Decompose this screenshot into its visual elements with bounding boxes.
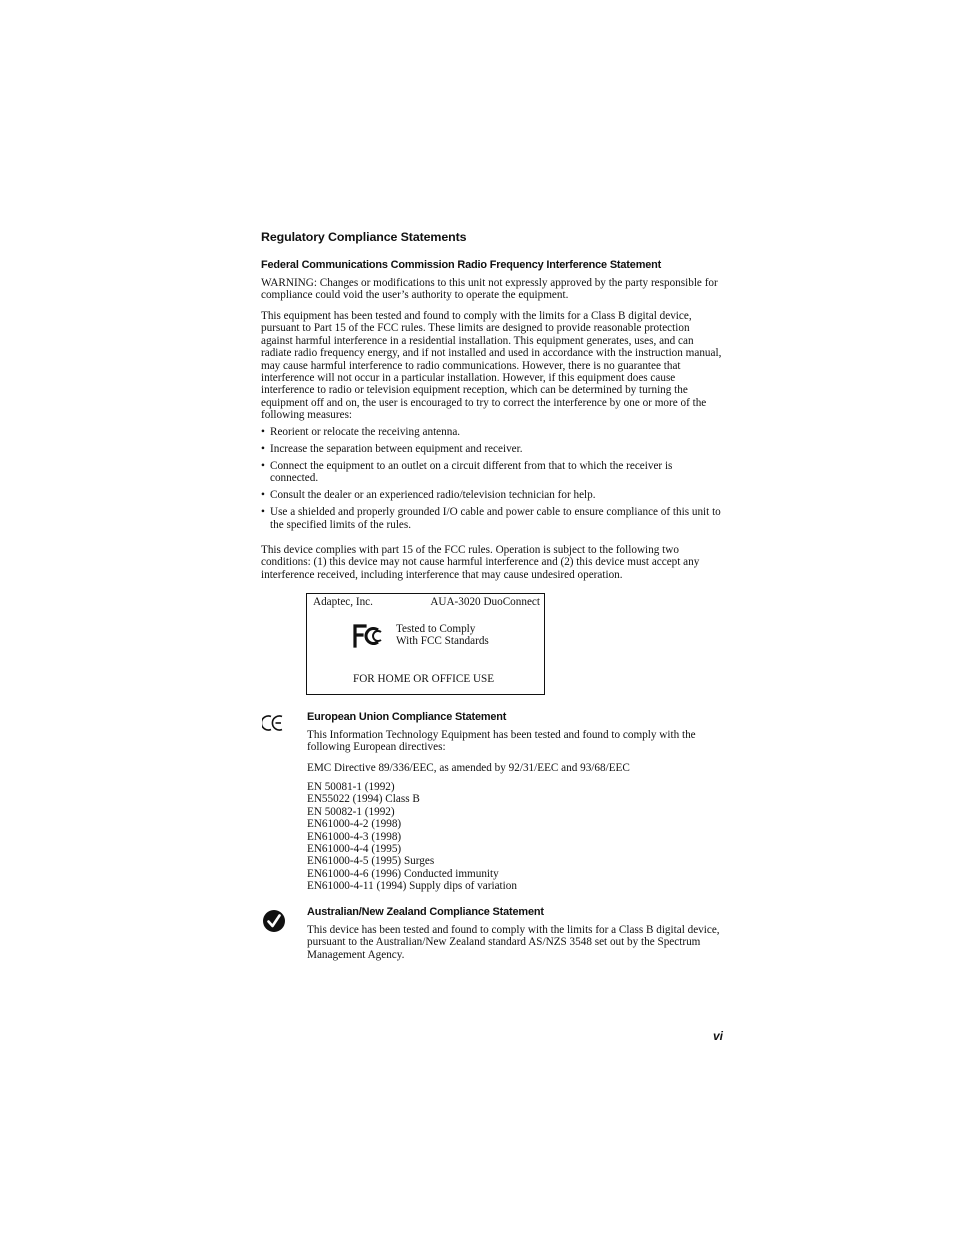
eu-section-title: European Union Compliance Statement xyxy=(307,711,507,723)
list-item: • Connect the equipment to an outlet on a circuit different from that to which the receiver is connected. xyxy=(261,460,723,485)
ce-mark-icon xyxy=(262,714,284,732)
label-product: AUA-3020 DuoConnect xyxy=(430,596,540,608)
page-heading: Regulatory Compliance Statements xyxy=(261,230,467,244)
list-item: EN 50082-1 (1992) xyxy=(307,805,395,818)
eu-standards-list xyxy=(307,781,517,893)
list-item: EN61000-4-3 (1998) xyxy=(307,830,402,843)
list-item: EN61000-4-4 (1995) xyxy=(307,843,402,856)
list-item: • Increase the separation between equipment and receiver. xyxy=(261,443,723,455)
fcc-measures-list xyxy=(261,426,723,536)
list-item: EN61000-4-2 (1998) xyxy=(307,818,402,831)
fcc-warning: WARNING: Changes or modifications to this unit not expressly approved by the party responsible for compliance could void the user’s authority to operate the equipment. xyxy=(261,277,718,302)
list-item: EN61000-4-11 (1994) Supply dips of variation xyxy=(307,880,517,893)
label-tested-line1: Tested to Comply xyxy=(396,623,476,635)
list-item: • Reorient or relocate the receiving antenna. xyxy=(261,426,723,438)
anz-body: This device has been tested and found to comply with the limits for a Class B digital device, pursuant to the Australian/New Zealand standard AS/NZS 3548 set out by the Spectrum Management Agency. xyxy=(307,924,720,961)
list-item: • Consult the dealer or an experienced radio/television technician for help. xyxy=(261,489,723,501)
eu-intro: This Information Technology Equipment has been tested and found to comply with the following European directives: xyxy=(307,729,696,754)
list-item: EN 50081-1 (1992) xyxy=(307,781,395,793)
anz-section-title: Australian/New Zealand Compliance Statement xyxy=(307,906,544,918)
fcc-label-box xyxy=(306,593,545,695)
list-item: EN55022 (1994) Class B xyxy=(307,793,420,806)
list-item: • Use a shielded and properly grounded I/O cable and power cable to ensure compliance of this unit to the specified limits of the rules. xyxy=(261,506,723,531)
fcc-logo-icon xyxy=(353,624,385,648)
fcc-section-title: Federal Communications Commission Radio Frequency Interference Statement xyxy=(261,259,662,271)
list-item: EN61000-4-6 (1996) Conducted immunity xyxy=(307,867,499,880)
label-tested-line2: With FCC Standards xyxy=(396,635,489,647)
fcc-part15-statement: This device complies with part 15 of the FCC rules. Operation is subject to the following two conditions: (1) this device may not cause harmful interference and (2) this device must accept any interference received, including interference that may cause undesired operation. xyxy=(261,544,700,581)
list-item: EN61000-4-5 (1995) Surges xyxy=(307,855,435,868)
fcc-body: This equipment has been tested and found to comply with the limits for a Class B digital device, pursuant to Part 15 of the FCC rules. These limits are designed to provide reasonable protection against harmful interference in a residential installation. This equipment generates, uses, and can radiate radio frequency energy, and if not installed and used in accordance with the instruction manual, may cause harmful interference to radio communications. However, there is no guarantee that interference will not occur in a particular installation. However, if this equipment does cause interference to radio or television equipment reception, which can be determined by turning the equipment off and on, the user is encouraged to try to correct the interference by one or more of the following measures: xyxy=(261,310,722,422)
eu-directive: EMC Directive 89/336/EEC, as amended by 92/31/EEC and 93/68/EEC xyxy=(307,762,630,774)
label-use: FOR HOME OR OFFICE USE xyxy=(353,673,495,685)
c-tick-mark-icon xyxy=(262,909,286,933)
page-number: vi xyxy=(713,1029,724,1043)
label-company: Adaptec, Inc. xyxy=(313,596,373,608)
